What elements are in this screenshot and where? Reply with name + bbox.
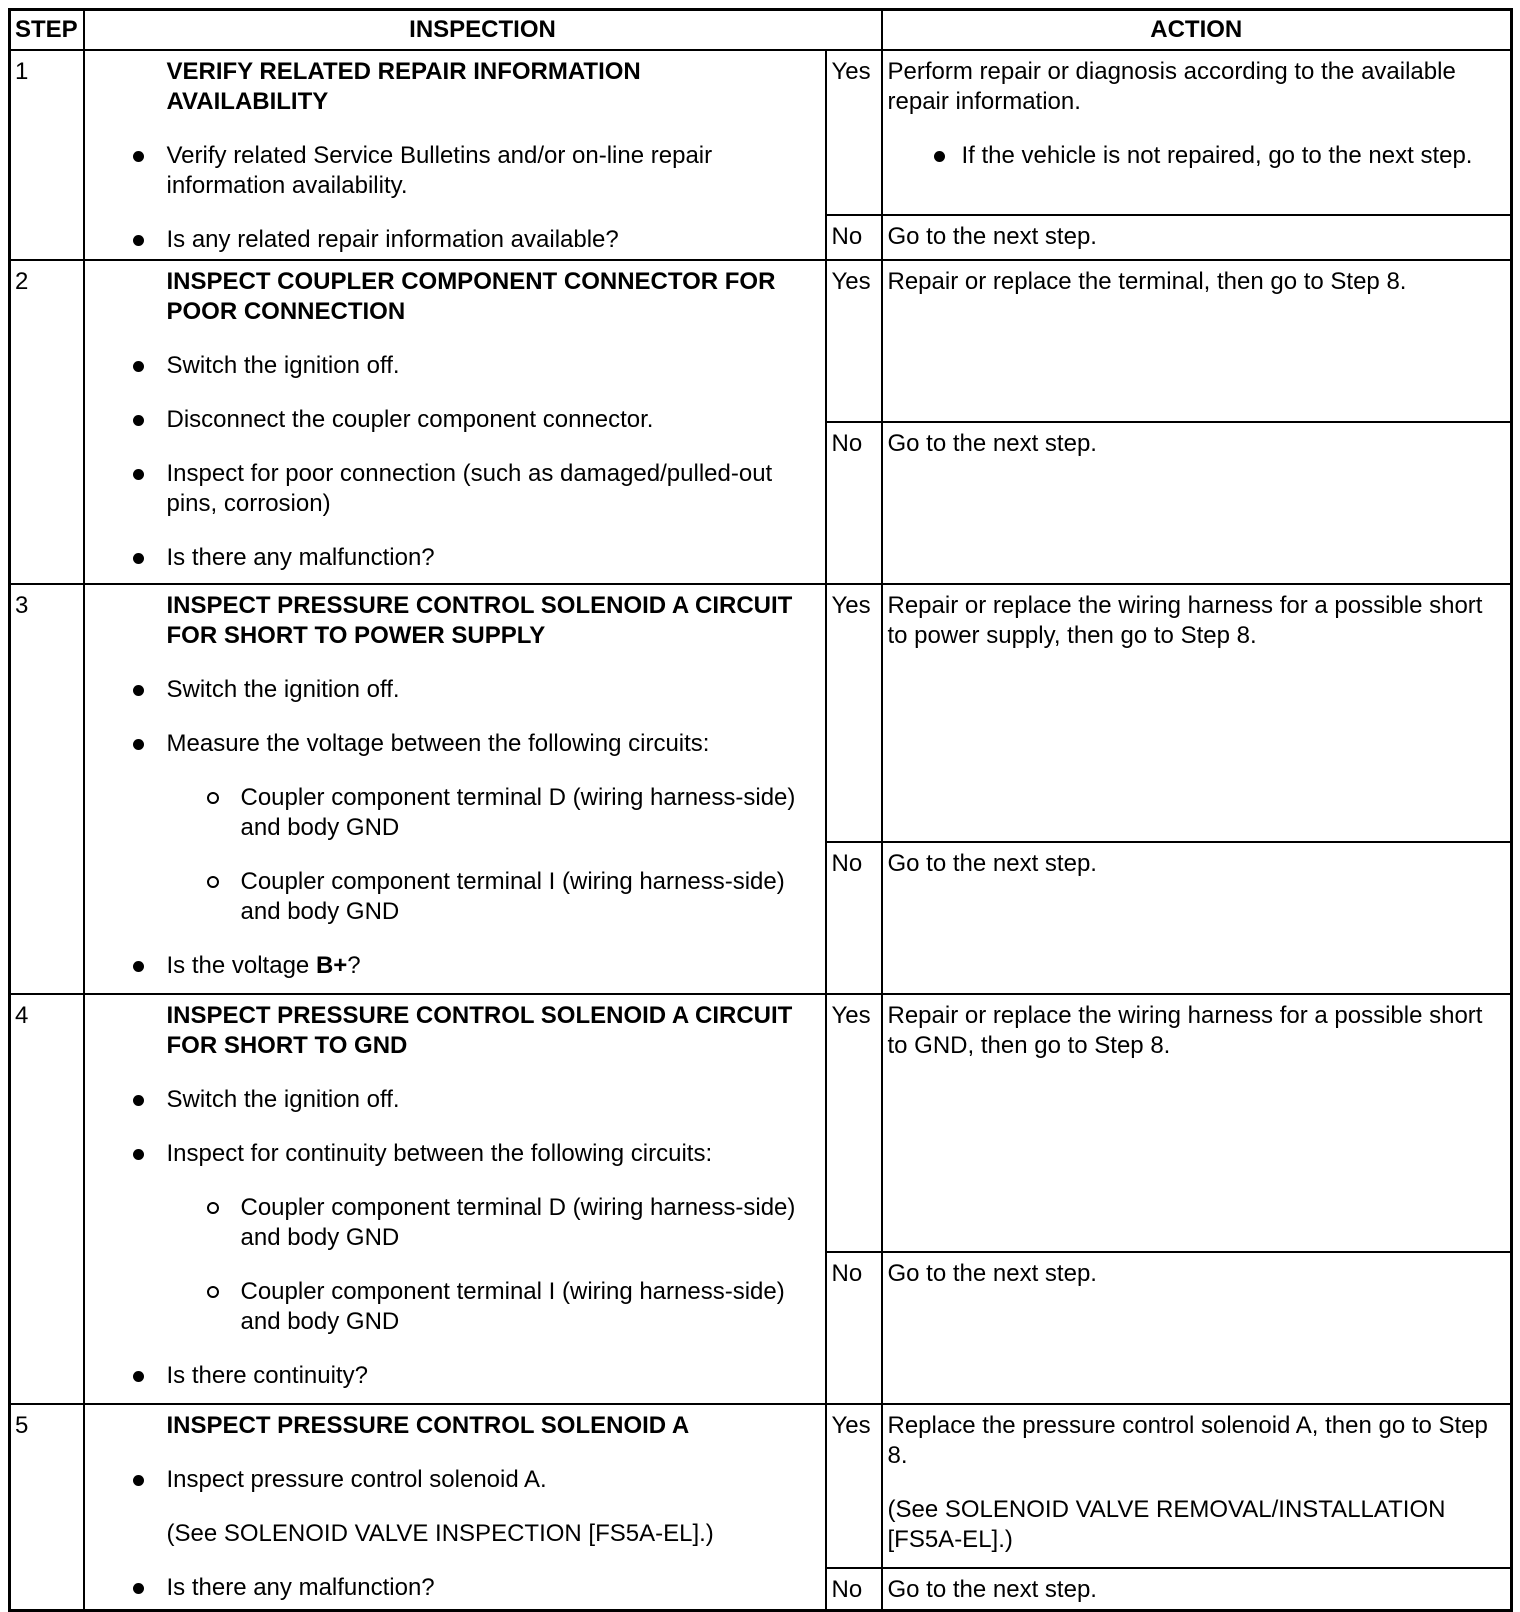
- diagnostic-procedure-table: [8, 8, 1513, 1612]
- step-5-yes-action: [882, 1404, 1512, 1568]
- inspection-question: Is there any malfunction?: [85, 543, 825, 573]
- no-label: No: [826, 422, 882, 584]
- inspection-bullet: Disconnect the coupler component connector.: [85, 405, 825, 435]
- yes-label: Yes: [826, 1404, 882, 1568]
- step-2-yes-row: [10, 260, 1512, 422]
- header-inspection: INSPECTION: [84, 10, 882, 51]
- inspection-bullet: Inspect pressure control solenoid A.: [85, 1465, 825, 1495]
- step-number: 2: [10, 260, 84, 584]
- action-reference: (See SOLENOID VALVE REMOVAL/INSTALLATION [FS5A-EL].): [887, 1496, 1446, 1553]
- yes-label: Yes: [826, 260, 882, 422]
- inspection-reference: (See SOLENOID VALVE INSPECTION [FS5A-EL].): [166, 1520, 714, 1547]
- yes-label: Yes: [826, 50, 882, 215]
- yes-label: Yes: [826, 584, 882, 842]
- header-action: ACTION: [882, 10, 1512, 51]
- step-number: 4: [10, 994, 84, 1404]
- yes-label: Yes: [826, 994, 882, 1252]
- inspection-question: Is there any malfunction?: [85, 1573, 825, 1603]
- step-title: INSPECT COUPLER COMPONENT CONNECTOR FOR POOR CONNECTION: [166, 268, 776, 325]
- step-number: 5: [10, 1404, 84, 1610]
- inspection-bullet: Verify related Service Bulletins and/or on-line repair information availability.: [85, 141, 825, 201]
- no-label: No: [826, 842, 882, 994]
- no-label: No: [826, 1252, 882, 1404]
- step-title: INSPECT PRESSURE CONTROL SOLENOID A CIRCUIT FOR SHORT TO POWER SUPPLY: [166, 592, 793, 649]
- action-text: Go to the next step.: [882, 1252, 1512, 1404]
- step-1-yes-row: [10, 50, 1512, 215]
- inspection-bullet: Switch the ignition off.: [85, 1085, 825, 1115]
- step-4-yes-row: [10, 994, 1512, 1252]
- step-2-inspection: [84, 260, 826, 584]
- action-bullet: If the vehicle is not repaired, go to the next step.: [888, 141, 1505, 171]
- question-value: B+: [315, 952, 348, 979]
- no-label: No: [826, 1568, 882, 1610]
- step-3-yes-row: [10, 584, 1512, 842]
- action-text: Go to the next step.: [882, 422, 1512, 584]
- inspection-bullet: Inspect for poor connection (such as damaged/pulled-out pins, corrosion): [85, 459, 825, 519]
- action-text: Repair or replace the terminal, then go to Step 8.: [882, 260, 1512, 422]
- inspection-bullet: Switch the ignition off.: [85, 351, 825, 381]
- action-text: Go to the next step.: [882, 215, 1512, 260]
- step-3-inspection: [84, 584, 826, 994]
- inspection-question: Is there continuity?: [85, 1361, 825, 1391]
- no-label: No: [826, 215, 882, 260]
- action-text: Repair or replace the wiring harness for a possible short to GND, then go to Step 8.: [882, 994, 1512, 1252]
- question-text: Is the voltage: [166, 952, 316, 979]
- step-number: 3: [10, 584, 84, 994]
- step-number: 1: [10, 50, 84, 260]
- inspection-sub-bullet: Coupler component terminal D (wiring harness-side) and body GND: [85, 1193, 825, 1253]
- step-title: VERIFY RELATED REPAIR INFORMATION AVAILABILITY: [166, 58, 641, 115]
- action-text: Go to the next step.: [882, 842, 1512, 994]
- action-text: Go to the next step.: [882, 1568, 1512, 1610]
- inspection-sub-bullet: Coupler component terminal I (wiring harness-side) and body GND: [85, 867, 825, 927]
- step-5-yes-row: [10, 1404, 1512, 1568]
- inspection-question: [85, 951, 825, 981]
- inspection-sub-bullet: Coupler component terminal D (wiring harness-side) and body GND: [85, 783, 825, 843]
- step-1-yes-action: [882, 50, 1512, 215]
- action-text: Replace the pressure control solenoid A, then go to Step 8.: [887, 1412, 1488, 1469]
- inspection-bullet: Measure the voltage between the following circuits:: [85, 729, 825, 759]
- step-title: INSPECT PRESSURE CONTROL SOLENOID A: [166, 1412, 690, 1439]
- step-4-inspection: [84, 994, 826, 1404]
- inspection-sub-bullet: Coupler component terminal I (wiring harness-side) and body GND: [85, 1277, 825, 1337]
- inspection-question: Is any related repair information available?: [85, 225, 825, 255]
- action-text: Perform repair or diagnosis according to the available repair information.: [887, 58, 1456, 115]
- step-title: INSPECT PRESSURE CONTROL SOLENOID A CIRCUIT FOR SHORT TO GND: [166, 1002, 793, 1059]
- action-text: Repair or replace the wiring harness for a possible short to power supply, then go to Step 8.: [882, 584, 1512, 842]
- step-5-inspection: [84, 1404, 826, 1610]
- header-row: [10, 10, 1512, 51]
- step-1-inspection: [84, 50, 826, 260]
- inspection-bullet: Switch the ignition off.: [85, 675, 825, 705]
- inspection-bullet: Inspect for continuity between the following circuits:: [85, 1139, 825, 1169]
- header-step: STEP: [10, 10, 84, 51]
- question-mark: ?: [347, 952, 361, 979]
